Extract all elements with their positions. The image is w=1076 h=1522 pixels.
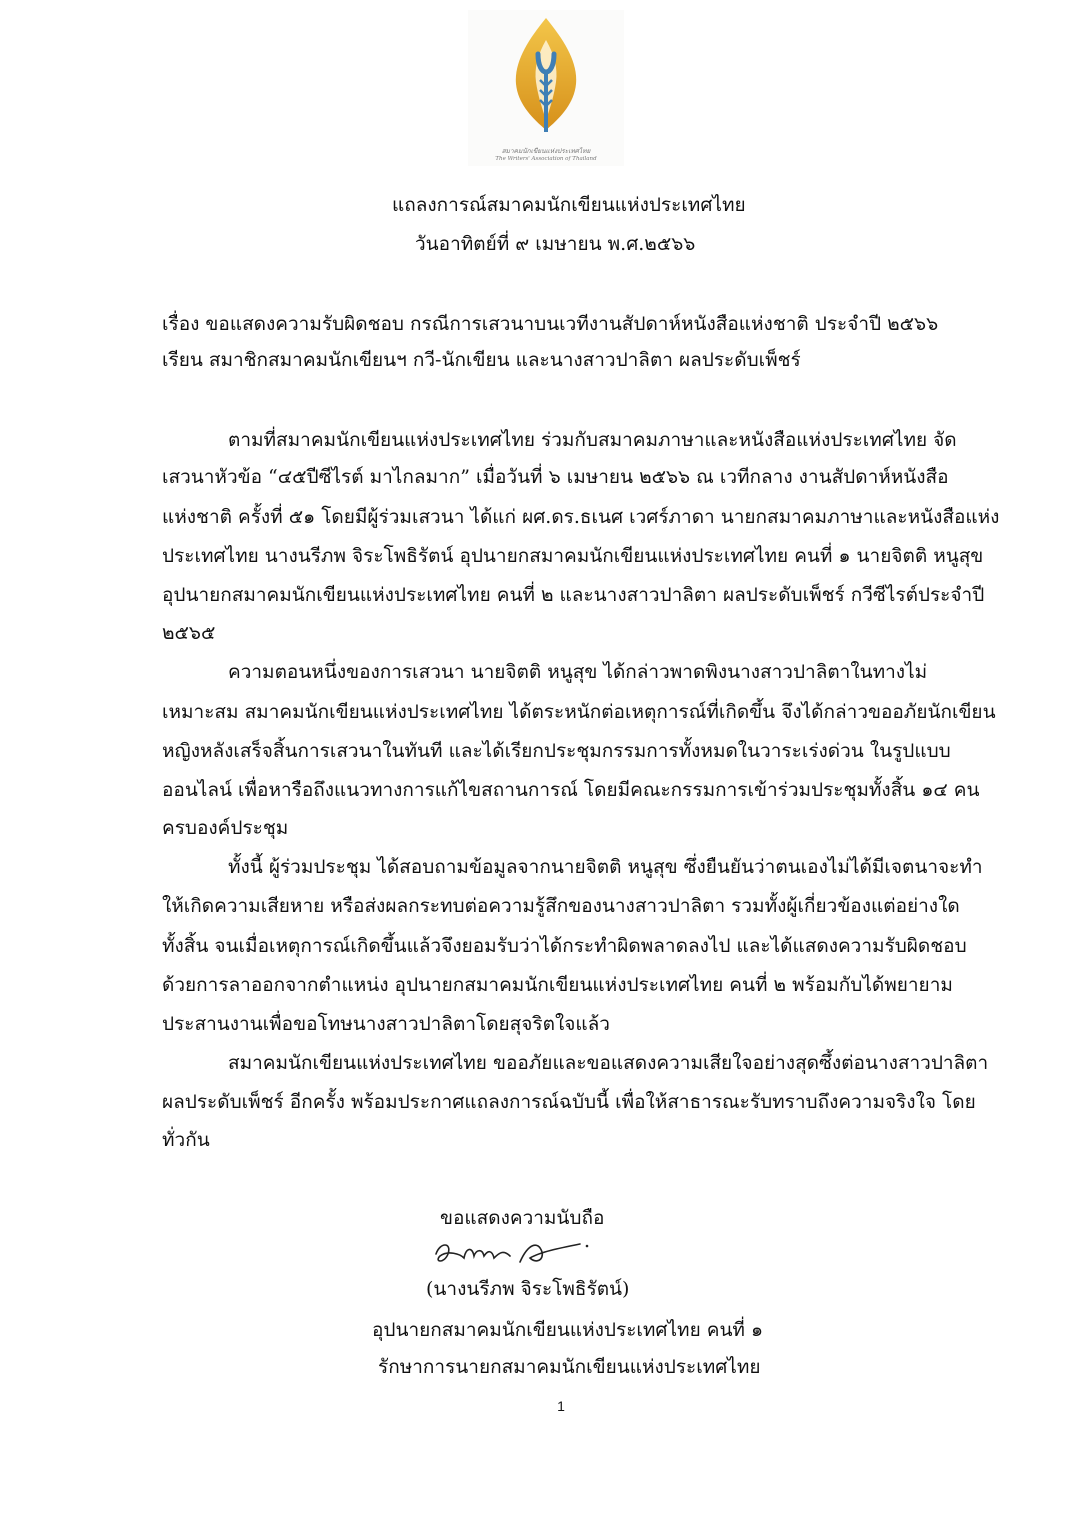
body-line: ออนไลน์ เพื่อหารือถึงแนวทางการแก้ไขสถานการณ์ โดยมีคณะกรรมการเข้าร่วมประชุมทั้งสิ้น ๑๔ คน	[162, 779, 980, 801]
body-line: ด้วยการลาออกจากตำแหน่ง อุปนายกสมาคมนักเขียนแห่งประเทศไทย คนที่ ๒ พร้อมกับได้พยายาม	[162, 974, 953, 996]
closing-salutation: ขอแสดงความนับถือ	[440, 1207, 605, 1229]
page-number: 1	[557, 1398, 565, 1414]
body-line: ประเทศไทย นางนรีภพ จิระโพธิรัตน์ อุปนายกสมาคมนักเขียนแห่งประเทศไทย คนที่ ๑ นายจิตติ หนูสุข	[162, 545, 984, 567]
body-line: เหมาะสม สมาคมนักเขียนแห่งประเทศไทย ได้ตระหนักต่อเหตุการณ์ที่เกิดขึ้น จึงได้กล่าวขออภัยนักเขียน	[162, 701, 996, 723]
signer-name: (นางนรีภพ จิระโพธิรัตน์)	[426, 1278, 630, 1300]
body-line: ความตอนหนึ่งของการเสวนา นายจิตติ หนูสุข ได้กล่าวพาดพิงนางสาวปาลิตาในทางไม่	[228, 661, 928, 683]
body-line: แห่งชาติ ครั้งที่ ๕๑ โดยมีผู้ร่วมเสวนา ได้แก่ ผศ.ดร.ธเนศ เวศร์ภาดา นายกสมาคมภาษาและหนังสือแห่ง	[162, 506, 1000, 528]
statement-date: วันอาทิตย์ที่ ๙ เมษายน พ.ศ.๒๕๖๖	[415, 233, 696, 255]
recipient-line: เรียน สมาชิกสมาคมนักเขียนฯ กวี-นักเขียน และนางสาวปาลิตา ผลประดับเพ็ชร์	[162, 349, 801, 371]
body-line: ๒๕๖๕	[162, 622, 216, 644]
handwritten-signature	[430, 1232, 590, 1272]
logo-caption-english: The Writers' Association of Thailand	[495, 156, 597, 162]
signer-position-2: รักษาการนายกสมาคมนักเขียนแห่งประเทศไทย	[378, 1356, 761, 1378]
body-line: หญิงหลังเสร็จสิ้นการเสวนาในทันที และได้เรียกประชุมกรรมการทั้งหมดในวาระเร่งด่วน ในรูปแบบ	[162, 740, 951, 762]
body-line: ทั้งนี้ ผู้ร่วมประชุม ได้สอบถามข้อมูลจากนายจิตติ หนูสุข ซึ่งยืนยันว่าตนเองไม่ได้มีเจตนาจะทำ	[228, 856, 983, 878]
association-logo	[468, 10, 624, 166]
body-line: ให้เกิดความเสียหาย หรือส่งผลกระทบต่อความรู้สึกของนางสาวปาลิตา รวมทั้งผู้เกี่ยวข้องแต่อย่างใด	[162, 895, 960, 917]
body-line: ตามที่สมาคมนักเขียนแห่งประเทศไทย ร่วมกับสมาคมภาษาและหนังสือแห่งประเทศไทย จัด	[228, 429, 957, 451]
body-line: สมาคมนักเขียนแห่งประเทศไทย ขออภัยและขอแสดงความเสียใจอย่างสุดซึ้งต่อนางสาวปาลิตา	[228, 1052, 989, 1074]
body-line: ทั่วกัน	[162, 1129, 210, 1151]
subject-line: เรื่อง ขอแสดงความรับผิดชอบ กรณีการเสวนาบนเวทีงานสัปดาห์หนังสือแห่งชาติ ประจำปี ๒๕๖๖	[162, 313, 939, 335]
body-line: อุปนายกสมาคมนักเขียนแห่งประเทศไทย คนที่ ๒ และนางสาวปาลิตา ผลประดับเพ็ชร์ กวีซีไรต์ประจำปี	[162, 584, 985, 606]
body-line: ประสานงานเพื่อขอโทษนางสาวปาลิตาโดยสุจริตใจแล้ว	[162, 1013, 610, 1035]
logo-caption-thai: สมาคมนักเขียนแห่งประเทศไทย	[501, 147, 591, 155]
body-line: ทั้งสิ้น จนเมื่อเหตุการณ์เกิดขึ้นแล้วจึงยอมรับว่าได้กระทำผิดพลาดลงไป และได้แสดงความรับผิดชอบ	[162, 935, 967, 957]
statement-title: แถลงการณ์สมาคมนักเขียนแห่งประเทศไทย	[392, 194, 746, 216]
golden-leaf-pen-icon	[468, 10, 624, 142]
signer-position-1: อุปนายกสมาคมนักเขียนแห่งประเทศไทย คนที่ ๑	[372, 1319, 764, 1341]
body-line: เสวนาหัวข้อ “๔๕ปีซีไรต์ มาไกลมาก” เมื่อวันที่ ๖ เมษายน ๒๕๖๖ ณ เวทีกลาง งานสัปดาห์หนังสือ	[162, 466, 949, 488]
body-line: ครบองค์ประชุม	[162, 817, 289, 839]
body-line: ผลประดับเพ็ชร์ อีกครั้ง พร้อมประกาศแถลงการณ์ฉบับนี้ เพื่อให้สาธารณะรับทราบถึงความจริงใจ โดย	[162, 1091, 976, 1113]
